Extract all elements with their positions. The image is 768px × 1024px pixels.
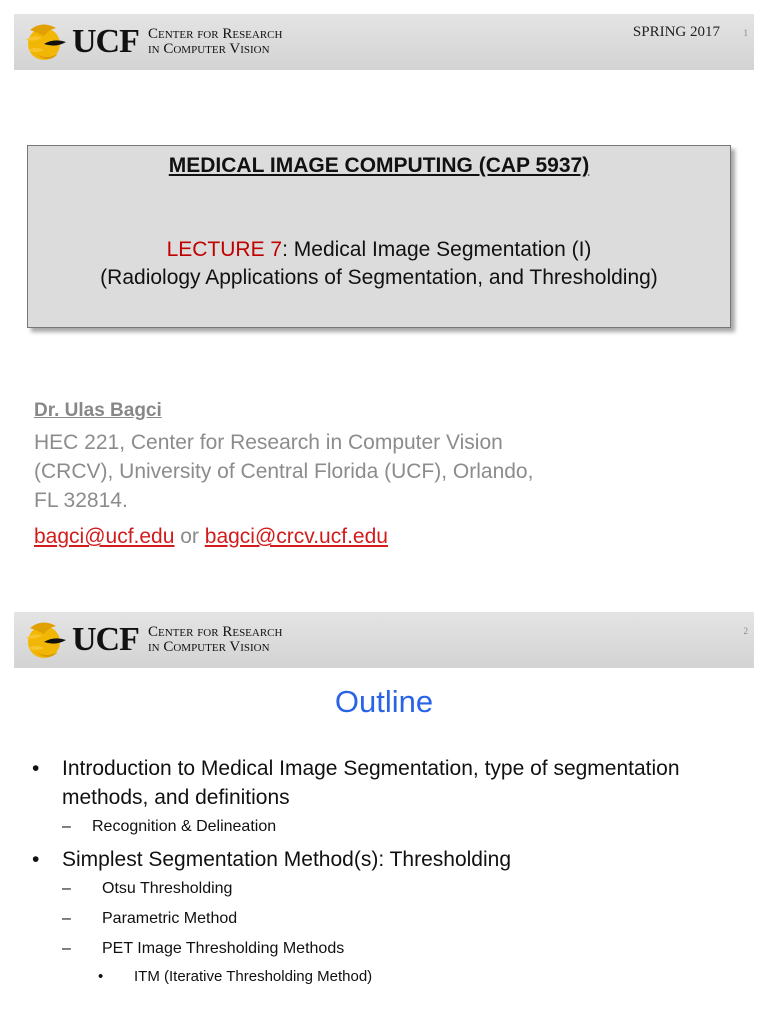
crcv-line-2: in Computer Vision [148, 41, 270, 57]
dash-marker: – [62, 818, 71, 835]
lecture-title: : Medical Image Segmentation (I) [282, 238, 592, 261]
slide-header [14, 14, 754, 70]
lecture-label: LECTURE 7 [166, 238, 283, 261]
sub-item-text: Otsu Thresholding [102, 880, 233, 897]
ucf-pegasus-logo-icon [22, 20, 74, 64]
author-block [34, 398, 634, 551]
sub-list-item [32, 934, 732, 964]
dash-marker: – [62, 880, 71, 897]
page-number: 2 [743, 626, 748, 636]
semester-label: SPRING 2017 [632, 24, 720, 40]
page-number: 1 [743, 28, 748, 38]
sub-item-text: Parametric Method [102, 910, 238, 927]
sub-item-text: Recognition & Delineation [92, 818, 277, 835]
lecture-subtitle: (Radiology Applications of Segmentation, and Thresholding) [100, 266, 658, 289]
crcv-line-2: in Computer Vision [148, 639, 270, 655]
ucf-wordmark: UCF [72, 621, 139, 658]
slide-header [14, 612, 754, 668]
outline-list [32, 754, 732, 990]
lecture-title-line [28, 238, 730, 262]
email-link-ucf[interactable]: bagci@ucf.edu [34, 525, 175, 548]
sub-list-item [32, 874, 732, 904]
sub-sub-list-item [32, 964, 732, 990]
course-title: MEDICAL IMAGE COMPUTING (CAP 5937) [168, 154, 590, 177]
ucf-pegasus-logo-icon [22, 618, 74, 662]
author-name: Dr. Ulas Bagci [34, 400, 162, 421]
outline-title: Outline [334, 684, 434, 719]
author-address: HEC 221, Center for Research in Computer Vision (CRCV), University of Central Florida (UCF), Orlando, FL 32814. [34, 431, 534, 512]
ucf-wordmark: UCF [72, 23, 139, 60]
crcv-line-1: Center for Research [148, 26, 283, 42]
crcv-line-1: Center for Research [148, 624, 283, 640]
sub-item-text: PET Image Thresholding Methods [102, 940, 345, 957]
email-separator: or [174, 525, 205, 548]
crcv-wordmark [148, 27, 282, 57]
bullet-marker: • [98, 968, 104, 985]
slide-2 [0, 610, 768, 1024]
sub-sub-item-text: ITM (Iterative Thresholding Method) [134, 968, 373, 985]
sub-list-item [32, 812, 732, 842]
crcv-wordmark [148, 625, 282, 655]
list-item: • Simplest Segmentation Method(s): Thresholding [32, 845, 732, 874]
email-link-crcv[interactable]: bagci@crcv.ucf.edu [204, 525, 388, 548]
title-box [27, 145, 731, 328]
dash-marker: – [62, 940, 71, 957]
dash-marker: – [62, 910, 71, 927]
sub-list-item [32, 904, 732, 934]
list-item: • Introduction to Medical Image Segmentation, type of segmentation methods, and definitions [32, 754, 732, 812]
author-emails [34, 522, 634, 551]
